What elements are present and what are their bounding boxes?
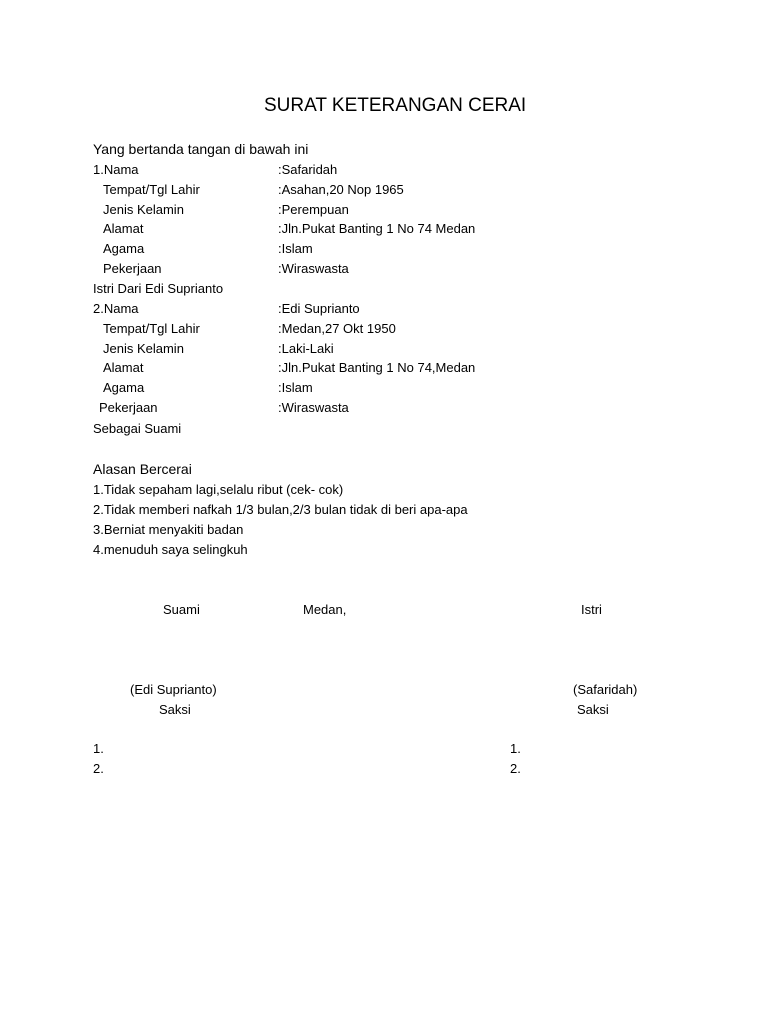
person1-gender-label: Jenis Kelamin (103, 202, 184, 217)
person2-name-value: :Edi Suprianto (278, 301, 360, 316)
person2-birth-value: :Medan,27 Okt 1950 (278, 321, 396, 336)
person1-birth-value: :Asahan,20 Nop 1965 (278, 182, 404, 197)
person2-name-label: 2.Nama (93, 301, 139, 316)
wife-signature-name: (Safaridah) (573, 682, 638, 697)
person2-occupation-label: Pekerjaan (99, 400, 158, 415)
witness-left-line: 1. (93, 741, 104, 756)
witness-left-line: 2. (93, 761, 104, 776)
reasons-heading: Alasan Bercerai (93, 461, 192, 477)
husband-signature-label: Suami (163, 602, 200, 617)
husband-signature-name: (Edi Suprianto) (130, 682, 217, 697)
wife-signature-label: Istri (581, 602, 602, 617)
person2-address-label: Alamat (103, 360, 144, 375)
person1-occupation-value: :Wiraswasta (278, 261, 349, 276)
person2-address-value: :Jln.Pukat Banting 1 No 74,Medan (278, 360, 476, 375)
signature-place: Medan, (303, 602, 347, 617)
person1-name-value: :Safaridah (278, 162, 338, 177)
person2-religion-label: Agama (103, 380, 145, 395)
reason-item: 4.menuduh saya selingkuh (93, 542, 248, 557)
person2-occupation-value: :Wiraswasta (278, 400, 349, 415)
person1-gender-value: :Perempuan (278, 202, 349, 217)
person1-address-value: :Jln.Pukat Banting 1 No 74 Medan (278, 221, 476, 236)
reason-item: 1.Tidak sepaham lagi,selalu ribut (cek- cok) (93, 482, 344, 497)
document-title: SURAT KETERANGAN CERAI (264, 95, 527, 116)
reason-item: 3.Berniat menyakiti badan (93, 522, 244, 537)
person1-religion-value: :Islam (278, 241, 313, 256)
person2-birth-label: Tempat/Tgl Lahir (103, 321, 200, 336)
person2-relation: Sebagai Suami (93, 421, 182, 436)
witness-right-line: 2. (510, 761, 521, 776)
intro-text: Yang bertanda tangan di bawah ini (93, 141, 309, 157)
person2-gender-label: Jenis Kelamin (103, 341, 184, 356)
witness-label-right: Saksi (577, 702, 609, 717)
reason-item: 2.Tidak memberi nafkah 1/3 bulan,2/3 bulan tidak di beri apa-apa (93, 502, 468, 517)
witness-label-left: Saksi (159, 702, 191, 717)
person2-gender-value: :Laki-Laki (278, 341, 334, 356)
person1-address-label: Alamat (103, 221, 144, 236)
person1-birth-label: Tempat/Tgl Lahir (103, 182, 200, 197)
witness-right-line: 1. (510, 741, 521, 756)
person1-relation: Istri Dari Edi Suprianto (93, 281, 224, 296)
person1-name-label: 1.Nama (93, 162, 139, 177)
person2-religion-value: :Islam (278, 380, 313, 395)
person1-religion-label: Agama (103, 241, 145, 256)
person1-occupation-label: Pekerjaan (103, 261, 162, 276)
